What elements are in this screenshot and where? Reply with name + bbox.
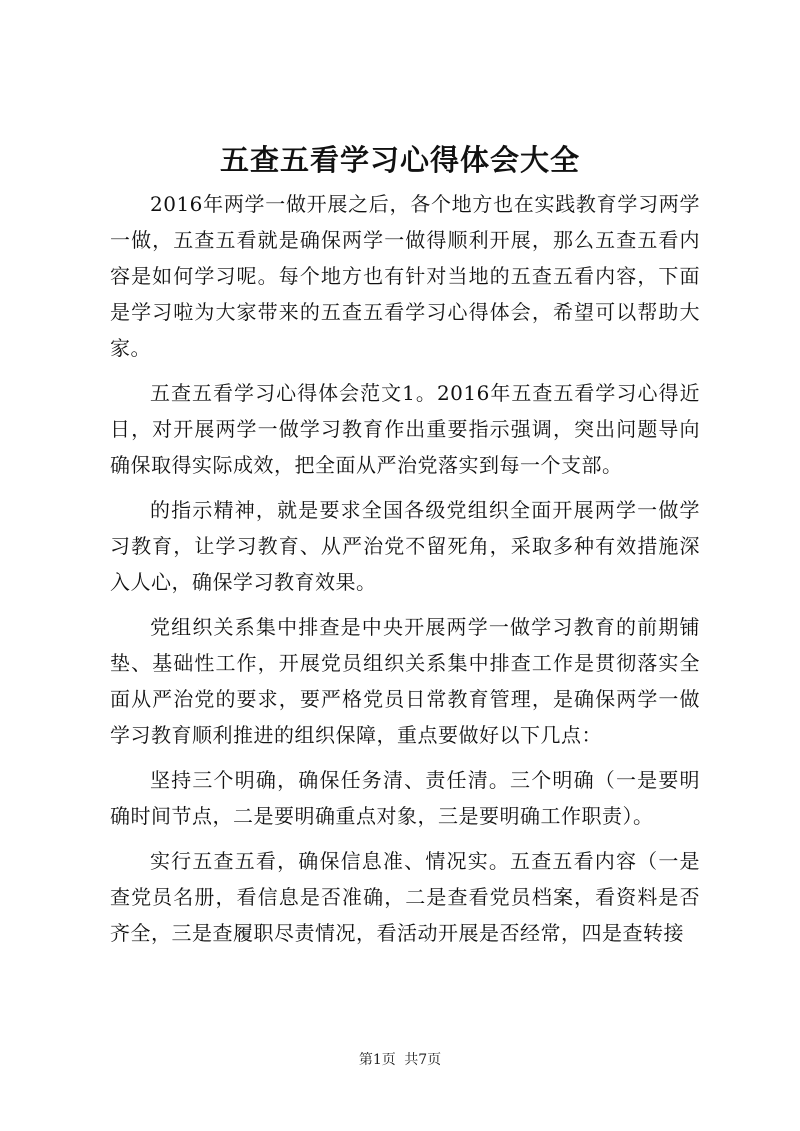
paragraph-spirit: 的指示精神，就是要求全国各级党组织全面开展两学一做学习教育，让学习教育、从严治党不留死角，采取多种有效措施深入人心，确保学习教育效果。 — [110, 498, 700, 594]
paragraph-sample-1: 五查五看学习心得体会范文1。2016年五查五看学习心得近日，对开展两学一做学习教育作出重要指示强调，突出问题导向确保取得实际成效，把全面从严治党落实到每一个支部。 — [110, 381, 700, 477]
paragraph-intro: 2016年两学一做开展之后，各个地方也在实践教育学习两学一做，五查五看就是确保两学一做得顺利开展，那么五查五看内容是如何学习呢。每个地方也有针对当地的五查五看内容，下面是学习啦为大家带来的五查五看学习心得体会，希望可以帮助大家。 — [110, 192, 700, 360]
page-footer — [0, 1050, 800, 1070]
paragraph-three-clear: 坚持三个明确，确保任务清、责任清。三个明确（一是要明确时间节点，二是要明确重点对象，三是要明确工作职责）。 — [110, 768, 700, 828]
page-number: 第1页 — [358, 1052, 396, 1068]
paragraph-organization: 党组织关系集中排查是中央开展两学一做学习教育的前期铺垫、基础性工作，开展党员组织关系集中排查工作是贯彻落实全面从严治党的要求，要严格党员日常教育管理，是确保两学一做学习教育顺利推进的组织保障，重点要做好以下几点： — [110, 615, 700, 747]
paragraph-five-check: 实行五查五看，确保信息准、情况实。五查五看内容（一是查党员名册，看信息是否准确，二是查看党员档案，看资料是否齐全，三是查履职尽责情况，看活动开展是否经常，四是查转接 — [110, 849, 700, 945]
document-title: 五查五看学习心得体会大全 — [219, 143, 580, 177]
page-total: 共7页 — [404, 1052, 442, 1068]
document-body — [110, 186, 700, 960]
